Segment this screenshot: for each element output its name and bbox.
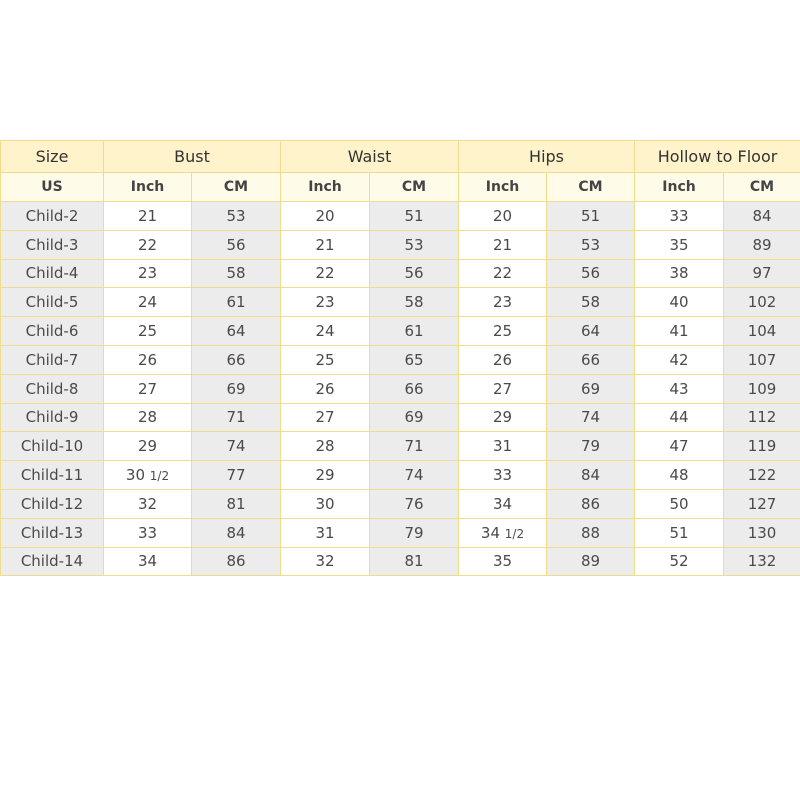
cell-waist-inch: 23 <box>281 288 370 317</box>
cell-hollow-cm: 127 <box>724 489 800 518</box>
table-row <box>1 230 800 259</box>
cell-bust-cm: 66 <box>192 345 281 374</box>
cell-hips-cm: 86 <box>547 489 635 518</box>
cell-size: Child-14 <box>1 547 104 576</box>
cell-hips-cm: 53 <box>547 230 635 259</box>
header-row <box>1 141 800 173</box>
cell-waist-inch: 21 <box>281 230 370 259</box>
table-row <box>1 374 800 403</box>
cell-size: Child-3 <box>1 230 104 259</box>
cell-bust-cm: 84 <box>192 518 281 547</box>
cell-hollow-inch: 51 <box>635 518 724 547</box>
cell-size: Child-2 <box>1 202 104 231</box>
cell-hollow-inch: 44 <box>635 403 724 432</box>
cell-hips-inch: 34 1/2 <box>459 518 547 547</box>
cell-waist-cm: 61 <box>370 317 459 346</box>
subheader-waist-inch: Inch <box>281 173 370 202</box>
size-rows <box>1 202 800 576</box>
cell-waist-inch: 27 <box>281 403 370 432</box>
cell-waist-inch: 29 <box>281 461 370 490</box>
cell-hollow-inch: 38 <box>635 259 724 288</box>
cell-waist-cm: 56 <box>370 259 459 288</box>
cell-hips-inch: 26 <box>459 345 547 374</box>
cell-hollow-cm: 89 <box>724 230 800 259</box>
cell-waist-inch: 22 <box>281 259 370 288</box>
table-row <box>1 489 800 518</box>
subheader-waist-cm: CM <box>370 173 459 202</box>
cell-waist-inch: 24 <box>281 317 370 346</box>
cell-waist-inch: 28 <box>281 432 370 461</box>
cell-hips-inch: 22 <box>459 259 547 288</box>
subheader-bust-inch: Inch <box>104 173 192 202</box>
cell-bust-inch: 22 <box>104 230 192 259</box>
cell-hollow-inch: 48 <box>635 461 724 490</box>
header-hollow-to-floor: Hollow to Floor <box>635 141 800 173</box>
table-row <box>1 202 800 231</box>
cell-hollow-inch: 52 <box>635 547 724 576</box>
cell-hips-cm: 58 <box>547 288 635 317</box>
cell-bust-cm: 86 <box>192 547 281 576</box>
cell-hollow-inch: 40 <box>635 288 724 317</box>
cell-waist-cm: 58 <box>370 288 459 317</box>
cell-hips-inch: 20 <box>459 202 547 231</box>
cell-size: Child-6 <box>1 317 104 346</box>
cell-hollow-cm: 119 <box>724 432 800 461</box>
table-row <box>1 317 800 346</box>
cell-bust-inch: 23 <box>104 259 192 288</box>
table-row <box>1 259 800 288</box>
cell-hips-inch: 27 <box>459 374 547 403</box>
cell-hollow-inch: 43 <box>635 374 724 403</box>
cell-hollow-cm: 107 <box>724 345 800 374</box>
cell-bust-cm: 69 <box>192 374 281 403</box>
cell-size: Child-4 <box>1 259 104 288</box>
cell-bust-inch: 32 <box>104 489 192 518</box>
cell-hips-cm: 89 <box>547 547 635 576</box>
cell-hollow-cm: 130 <box>724 518 800 547</box>
cell-hips-cm: 79 <box>547 432 635 461</box>
cell-bust-cm: 81 <box>192 489 281 518</box>
cell-waist-cm: 81 <box>370 547 459 576</box>
cell-bust-inch: 24 <box>104 288 192 317</box>
cell-waist-inch: 20 <box>281 202 370 231</box>
cell-bust-cm: 53 <box>192 202 281 231</box>
cell-waist-cm: 74 <box>370 461 459 490</box>
cell-hips-inch: 25 <box>459 317 547 346</box>
cell-hollow-cm: 104 <box>724 317 800 346</box>
cell-hips-inch: 33 <box>459 461 547 490</box>
cell-hollow-inch: 33 <box>635 202 724 231</box>
cell-hips-cm: 88 <box>547 518 635 547</box>
cell-bust-inch: 34 <box>104 547 192 576</box>
table-row <box>1 518 800 547</box>
cell-hips-inch: 35 <box>459 547 547 576</box>
cell-bust-inch: 21 <box>104 202 192 231</box>
cell-hollow-cm: 102 <box>724 288 800 317</box>
cell-hips-cm: 51 <box>547 202 635 231</box>
cell-bust-inch: 25 <box>104 317 192 346</box>
cell-waist-inch: 30 <box>281 489 370 518</box>
table-row <box>1 345 800 374</box>
cell-size: Child-11 <box>1 461 104 490</box>
cell-hollow-inch: 35 <box>635 230 724 259</box>
cell-hips-inch: 23 <box>459 288 547 317</box>
cell-hips-cm: 56 <box>547 259 635 288</box>
cell-hips-cm: 74 <box>547 403 635 432</box>
cell-hollow-inch: 41 <box>635 317 724 346</box>
header-waist: Waist <box>281 141 459 173</box>
cell-waist-cm: 69 <box>370 403 459 432</box>
cell-waist-cm: 53 <box>370 230 459 259</box>
cell-bust-cm: 58 <box>192 259 281 288</box>
cell-size: Child-13 <box>1 518 104 547</box>
cell-waist-inch: 26 <box>281 374 370 403</box>
cell-size: Child-10 <box>1 432 104 461</box>
header-hips: Hips <box>459 141 635 173</box>
cell-bust-cm: 71 <box>192 403 281 432</box>
cell-bust-cm: 56 <box>192 230 281 259</box>
header-bust: Bust <box>104 141 281 173</box>
cell-waist-inch: 31 <box>281 518 370 547</box>
cell-waist-cm: 71 <box>370 432 459 461</box>
cell-hips-cm: 69 <box>547 374 635 403</box>
subheader-hollow-cm: CM <box>724 173 800 202</box>
table-row <box>1 432 800 461</box>
cell-hollow-inch: 47 <box>635 432 724 461</box>
cell-bust-cm: 77 <box>192 461 281 490</box>
cell-bust-inch: 26 <box>104 345 192 374</box>
cell-waist-cm: 51 <box>370 202 459 231</box>
cell-hips-cm: 66 <box>547 345 635 374</box>
cell-bust-inch: 27 <box>104 374 192 403</box>
cell-hollow-inch: 42 <box>635 345 724 374</box>
subheader-bust-cm: CM <box>192 173 281 202</box>
cell-bust-inch: 28 <box>104 403 192 432</box>
cell-hollow-cm: 132 <box>724 547 800 576</box>
cell-hips-inch: 29 <box>459 403 547 432</box>
size-chart-table <box>0 140 800 576</box>
cell-bust-cm: 64 <box>192 317 281 346</box>
cell-hollow-cm: 84 <box>724 202 800 231</box>
cell-size: Child-8 <box>1 374 104 403</box>
cell-size: Child-9 <box>1 403 104 432</box>
cell-waist-cm: 79 <box>370 518 459 547</box>
cell-waist-inch: 25 <box>281 345 370 374</box>
cell-waist-cm: 66 <box>370 374 459 403</box>
cell-hips-inch: 31 <box>459 432 547 461</box>
cell-bust-cm: 61 <box>192 288 281 317</box>
cell-bust-inch: 29 <box>104 432 192 461</box>
table-row <box>1 403 800 432</box>
cell-size: Child-5 <box>1 288 104 317</box>
header-size: Size <box>1 141 104 173</box>
cell-hips-cm: 84 <box>547 461 635 490</box>
table-row <box>1 461 800 490</box>
cell-hollow-cm: 109 <box>724 374 800 403</box>
cell-hollow-cm: 122 <box>724 461 800 490</box>
table-row <box>1 547 800 576</box>
cell-hollow-cm: 97 <box>724 259 800 288</box>
cell-bust-cm: 74 <box>192 432 281 461</box>
cell-hollow-cm: 112 <box>724 403 800 432</box>
table-row <box>1 288 800 317</box>
subheader-row <box>1 173 800 202</box>
cell-size: Child-7 <box>1 345 104 374</box>
cell-size: Child-12 <box>1 489 104 518</box>
subheader-us: US <box>1 173 104 202</box>
cell-hips-cm: 64 <box>547 317 635 346</box>
cell-waist-cm: 65 <box>370 345 459 374</box>
cell-hollow-inch: 50 <box>635 489 724 518</box>
cell-hips-inch: 34 <box>459 489 547 518</box>
cell-bust-inch: 33 <box>104 518 192 547</box>
subheader-hips-cm: CM <box>547 173 635 202</box>
cell-waist-inch: 32 <box>281 547 370 576</box>
cell-hips-inch: 21 <box>459 230 547 259</box>
subheader-hollow-inch: Inch <box>635 173 724 202</box>
subheader-hips-inch: Inch <box>459 173 547 202</box>
cell-waist-cm: 76 <box>370 489 459 518</box>
cell-bust-inch: 30 1/2 <box>104 461 192 490</box>
